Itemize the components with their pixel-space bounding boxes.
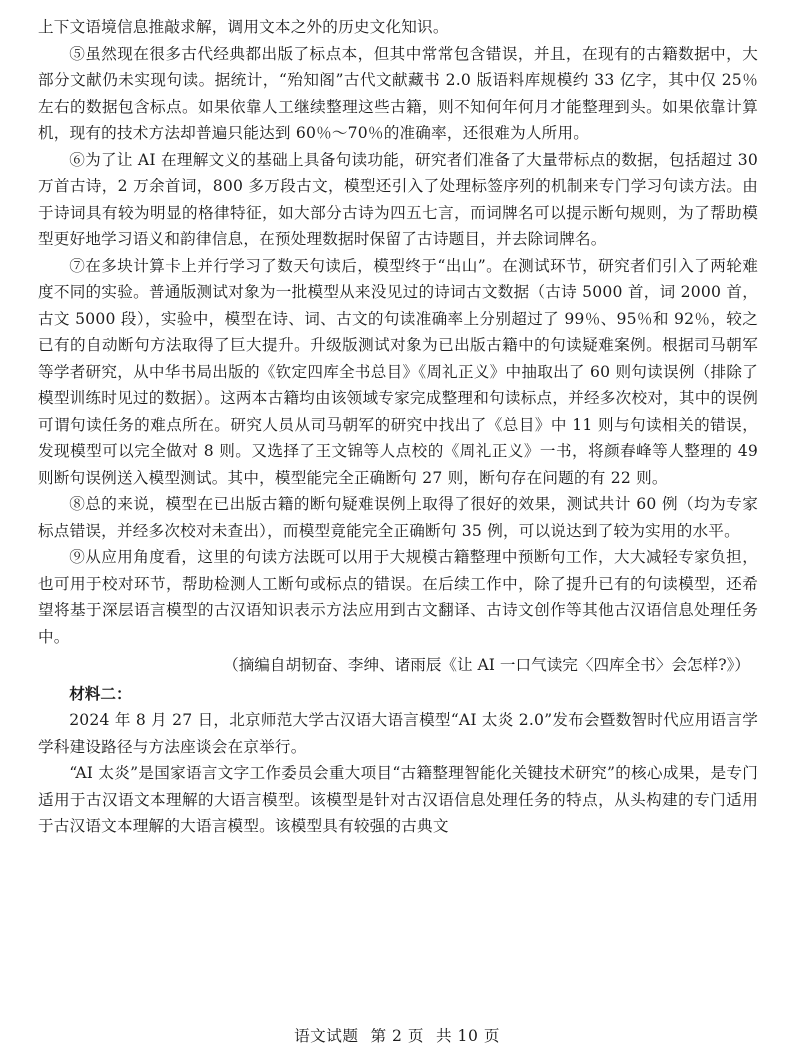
footer-total-pages: 共 10 页 <box>435 1027 500 1045</box>
page-footer <box>0 1024 794 1046</box>
paragraph-5: ⑤虽然现在很多古代经典都出版了标点本，但其中常常包含错误，并且，在现有的古籍数据中，大部分文献仍未实现句读。据统计，“殆知阁”古代文献藏书 2.0 版语料库规模约 33 亿字，其中仅 25％左右的数据包含标点。如果依靠人工继续整理这些古籍，则不知何年何月才能整理到头。如果依靠计算机，现有的技术方法却普遍只能达到 60％～70％的准确率，还很难为人所用。 <box>38 44 758 142</box>
material-2-paragraph-2: “AI 太炎”是国家语言文字工作委员会重大项目“古籍整理智能化关键技术研究”的核心成果，是专门适用于古汉语文本理解的大语言模型。该模型是针对古汉语信息处理任务的特点，从头构建的专门适用于古汉语文本理解的大语言模型。该模型具有较强的古典文 <box>38 764 758 835</box>
material-2-heading: 材料二： <box>69 683 132 703</box>
paragraph-8: ⑧总的来说，模型在已出版古籍的断句疑难误例上取得了很好的效果，测试共计 60 例（均为专家标点错误，并经多次校对未查出），而模型竟能完全正确断句 35 例，可以说达到了较为实用的水平。 <box>38 495 758 540</box>
paragraph-7: ⑦在多块计算卡上并行学习了数天句读后，模型终于“出山”。在测试环节，研究者们引入了两轮难度不同的实验。普通版测试对象为一批模型从来没见过的诗词古文数据（古诗 5000 首，词 2000 首，古文 5000 段），实验中，模型在诗、词、古文的句读准确率上分别超过了 99％、95％和 92％，较之已有的自动断句方法取得了巨大提升。升级版测试对象为已出版古籍中的句读疑难案例。根据司马朝军等学者研究，从中华书局出版的《钦定四库全书总目》《周礼正义》中抽取出了 60 则句读误例（排除了模型训练时见过的数据）。这两本古籍均由该领域专家完成整理和句读标点，并经多次校对，其中的误例可谓句读任务的难点所在。研究人员从司马朝军的研究中找出了《总目》中 11 则与句读相关的错误，发现模型可以完全做对 8 则。又选择了王文锦等人点校的《周礼正义》一书，将颜春峰等人整理的 49 则断句误例送入模型测试。其中，模型能完全正确断句 27 则，断句存在问题的有 22 则。 <box>38 256 758 487</box>
paragraph-6: ⑥为了让 AI 在理解文义的基础上具备句读功能，研究者们准备了大量带标点的数据，包括超过 30 万首古诗，2 万余首词，800 多万段古文，模型还引入了处理标签序列的机制来专门学习句读方法。由于诗词具有较为明显的格律特征，如大部分古诗为四五七言，而词牌名可以提示断句规则，为了帮助模型更好地学习语义和韵律信息，在预处理数据时保留了古诗题目，并去除词牌名。 <box>38 150 758 248</box>
footer-subject: 语文试题 <box>294 1027 359 1045</box>
source-citation: （摘编自胡韧奋、李绅、诸雨辰《让 AI 一口气读完〈四库全书〉会怎样?》） <box>223 656 750 674</box>
paragraph-9: ⑨从应用角度看，这里的句读方法既可以用于大规模古籍整理中预断句工作，大大减轻专家负担，也可用于校对环节，帮助检测人工断句或标点的错误。在后续工作中，除了提升已有的句读模型，还希望将基于深层语言模型的古汉语知识表示方法应用到古文翻译、古诗文创作等其他古汉语信息处理任务中。 <box>38 548 758 646</box>
paragraph-intro-tail: 上下文语境信息推敲求解，调用文本之外的历史文化知识。 <box>38 18 449 36</box>
footer-page-number: 第 2 页 <box>370 1027 424 1045</box>
material-2-paragraph-1: 2024 年 8 月 27 日，北京师范大学古汉语大语言模型“AI 太炎 2.0”发布会暨数智时代应用语言学学科建设路径与方法座谈会在京举行。 <box>38 711 758 756</box>
document-body <box>38 14 758 840</box>
